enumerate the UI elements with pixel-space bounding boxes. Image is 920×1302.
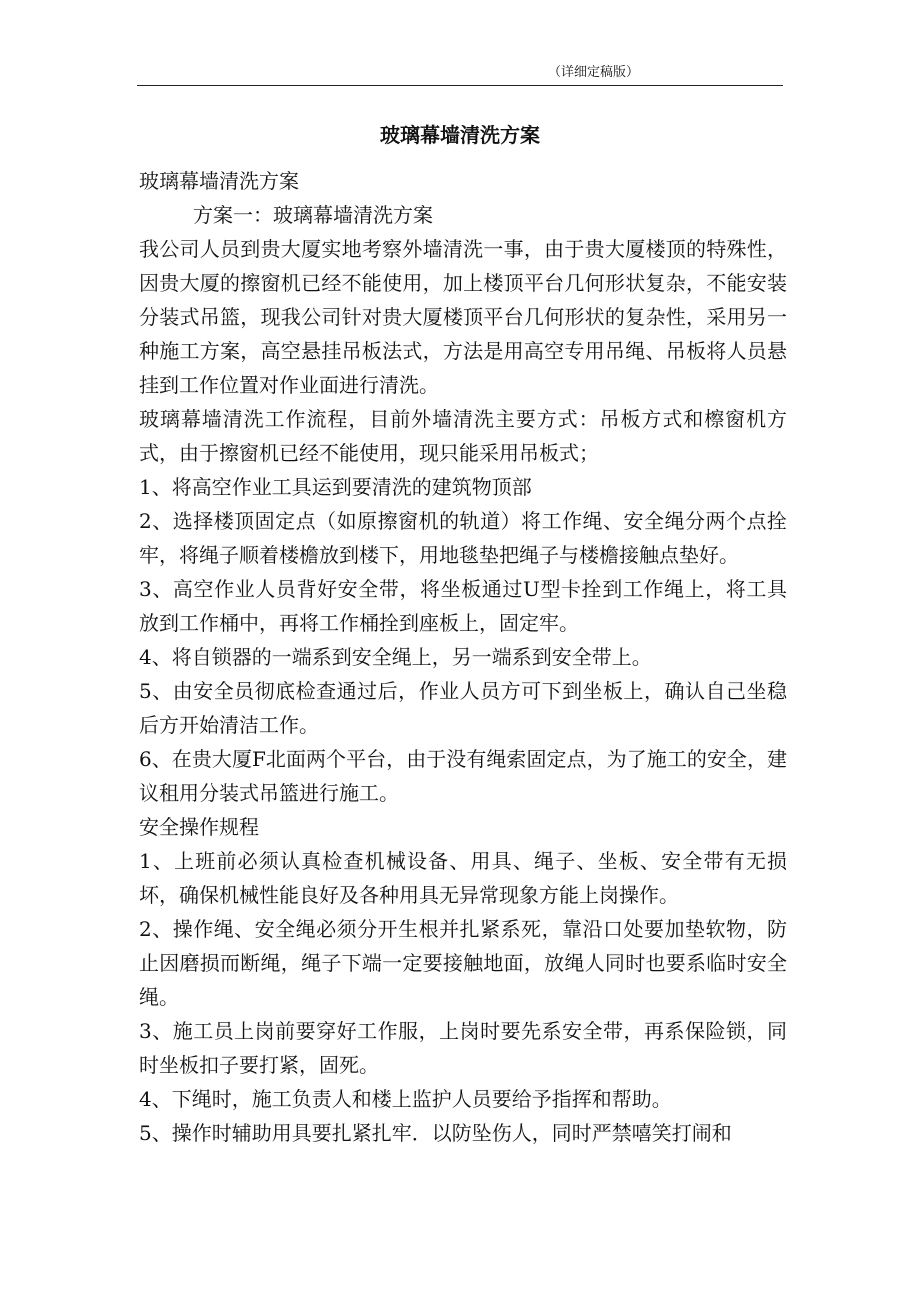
- list-item-safety-5: 5、操作时辅助用具要扎紧扎牢．以防坠伤人，同时严禁嘻笑打闹和: [139, 1121, 732, 1145]
- list-item-safety-3: 3、施工员上岗前要穿好工作服，上岗时要先系安全带，再系保险锁，同时坐板扣子要打紧，固死。: [139, 1019, 787, 1077]
- paragraph-plan-one: 方案一：玻璃幕墙清洗方案: [193, 203, 433, 227]
- list-item-step-6: 6、在贵大厦F北面两个平台，由于没有绳索固定点，为了施工的安全，建议租用分装式吊篮进行施工。: [139, 747, 787, 805]
- section-heading-safety: 安全操作规程: [139, 815, 259, 839]
- document-title: 玻璃幕墙清洗方案: [380, 123, 540, 147]
- list-item-safety-4: 4、下绳时，施工负责人和楼上监护人员要给予指挥和帮助。: [139, 1087, 672, 1111]
- list-item-safety-2: 2、操作绳、安全绳必须分开生根并扎紧系死，靠沿口处要加垫软物，防止因磨损而断绳，绳子下端一定要接触地面，放绳人同时也要系临时安全绳。: [139, 917, 787, 1009]
- paragraph-workflow: 玻璃幕墙清洗工作流程，目前外墙清洗主要方式：吊板方式和檫窗机方式，由于擦窗机已经不能使用，现只能采用吊板式；: [139, 407, 787, 465]
- list-item-safety-1: 1、上班前必须认真检查机械设备、用具、绳子、坐板、安全带有无损坏，确保机械性能良好及各种用具无异常现象方能上岗操作。: [139, 849, 787, 907]
- list-item-step-1: 1、将高空作业工具运到要清洗的建筑物顶部: [139, 475, 532, 499]
- list-item-step-5: 5、由安全员彻底检查通过后，作业人员方可下到坐板上，确认自己坐稳后方开始清洁工作。: [139, 679, 787, 737]
- paragraph-intro: 我公司人员到贵大厦实地考察外墙清洗一事，由于贵大厦楼顶的特殊性，因贵大厦的擦窗机已经不能使用，加上楼顶平台几何形状复杂，不能安装分装式吊篮，现我公司针对贵大厦楼顶平台几何形状的复杂性，采用另一种施工方案，高空悬挂吊板法式，方法是用高空专用吊绳、吊板将人员悬挂到工作位置对作业面进行清洗。: [139, 237, 787, 397]
- list-item-step-2: 2、选择楼顶固定点（如原擦窗机的轨道）将工作绳、安全绳分两个点拴牢，将绳子顺着楼檐放到楼下，用地毯垫把绳子与楼檐接触点垫好。: [139, 509, 787, 567]
- list-item-step-3: 3、高空作业人员背好安全带，将坐板通过U型卡拴到工作绳上，将工具放到工作桶中，再将工作桶拴到座板上，固定牢。: [139, 577, 787, 635]
- list-item-step-4: 4、将自锁器的一端系到安全绳上，另一端系到安全带上。: [139, 645, 652, 669]
- header-note: （详细定稿版）: [548, 65, 640, 80]
- paragraph-heading: 玻璃幕墙清洗方案: [139, 169, 299, 193]
- document-body: [139, 164, 787, 1150]
- header-divider: [137, 85, 783, 86]
